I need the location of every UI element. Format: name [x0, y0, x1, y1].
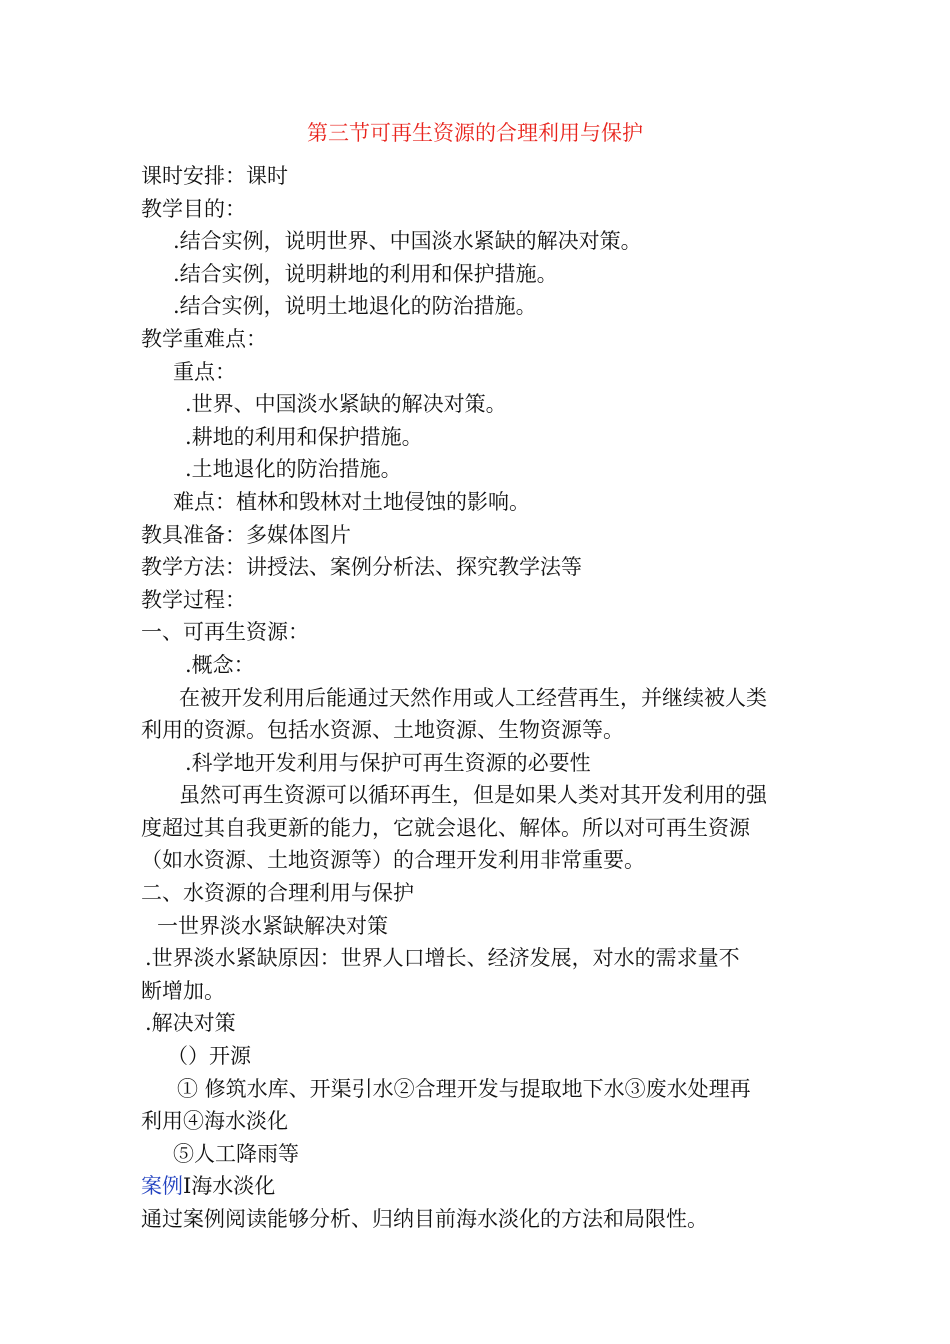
section2-reason-text: 断增加。 [141, 978, 225, 1003]
section1-heading: 一、可再生资源： [141, 620, 309, 645]
case-label: 案例 [141, 1174, 183, 1199]
section2-measures-text: ① 修筑水库、开渠引水②合理开发与提取地下水③废水处理再 [177, 1076, 751, 1101]
case-heading [141, 1170, 813, 1203]
case-title: I海水淡化 [183, 1174, 276, 1199]
section1-necessity-heading: .科学地开发利用与保护可再生资源的必要性 [185, 750, 591, 775]
key-sub-heading: 重点： [173, 359, 236, 384]
key-point-item: .耕地的利用和保护措施。 [185, 424, 423, 449]
section1-necessity-text: 虽然可再生资源可以循环再生，但是如果人类对其开发利用的强 [179, 783, 767, 808]
section1-concept-text: 在被开发利用后能通过天然作用或人工经营再生，并继续被人类 [179, 685, 767, 710]
section2-sub-heading: 一世界淡水紧缺解决对策 [157, 913, 388, 938]
methods-line: 教学方法：讲授法、案例分析法、探究教学法等 [141, 555, 582, 580]
section2-reason-text: .世界淡水紧缺原因：世界人口增长、经济发展，对水的需求量不 [145, 946, 740, 971]
process-heading: 教学过程： [141, 587, 246, 612]
section2-heading: 二、水资源的合理利用与保护 [141, 881, 414, 906]
section2-solution-heading: .解决对策 [145, 1011, 236, 1036]
schedule-line: 课时安排：课时 [141, 164, 288, 188]
case-text: 通过案例阅读能够分析、归纳目前海水淡化的方法和局限性。 [141, 1207, 708, 1231]
section1-concept-text: 利用的资源。包括水资源、土地资源、生物资源等。 [141, 718, 624, 743]
document-title: 第三节可再生资源的合理利用与保护 [307, 121, 643, 145]
section2-measures-text: ⑤人工降雨等 [173, 1141, 299, 1166]
section1-necessity-text: （如水资源、土地资源等）的合理开发利用非常重要。 [141, 848, 645, 873]
document-body [141, 160, 813, 1236]
goals-heading: 教学目的： [141, 196, 246, 221]
section1-concept-heading: .概念： [185, 652, 255, 677]
key-heading: 教学重难点： [141, 326, 267, 351]
key-point-item: .土地退化的防治措施。 [185, 457, 402, 482]
key-point-item: .世界、中国淡水紧缺的解决对策。 [185, 392, 507, 417]
goal-item: .结合实例，说明土地退化的防治措施。 [173, 294, 537, 319]
section2-open-heading: （）开源 [167, 1044, 251, 1069]
difficulty-line: 难点：植林和毁林对土地侵蚀的影响。 [173, 489, 530, 514]
tools-line: 教具准备：多媒体图片 [141, 522, 351, 547]
section1-necessity-text: 度超过其自我更新的能力，它就会退化、解体。所以对可再生资源 [141, 815, 750, 840]
section2-measures-text: 利用④海水淡化 [141, 1109, 288, 1134]
goal-item: .结合实例，说明世界、中国淡水紧缺的解决对策。 [173, 229, 642, 254]
goal-item: .结合实例，说明耕地的利用和保护措施。 [173, 261, 558, 286]
